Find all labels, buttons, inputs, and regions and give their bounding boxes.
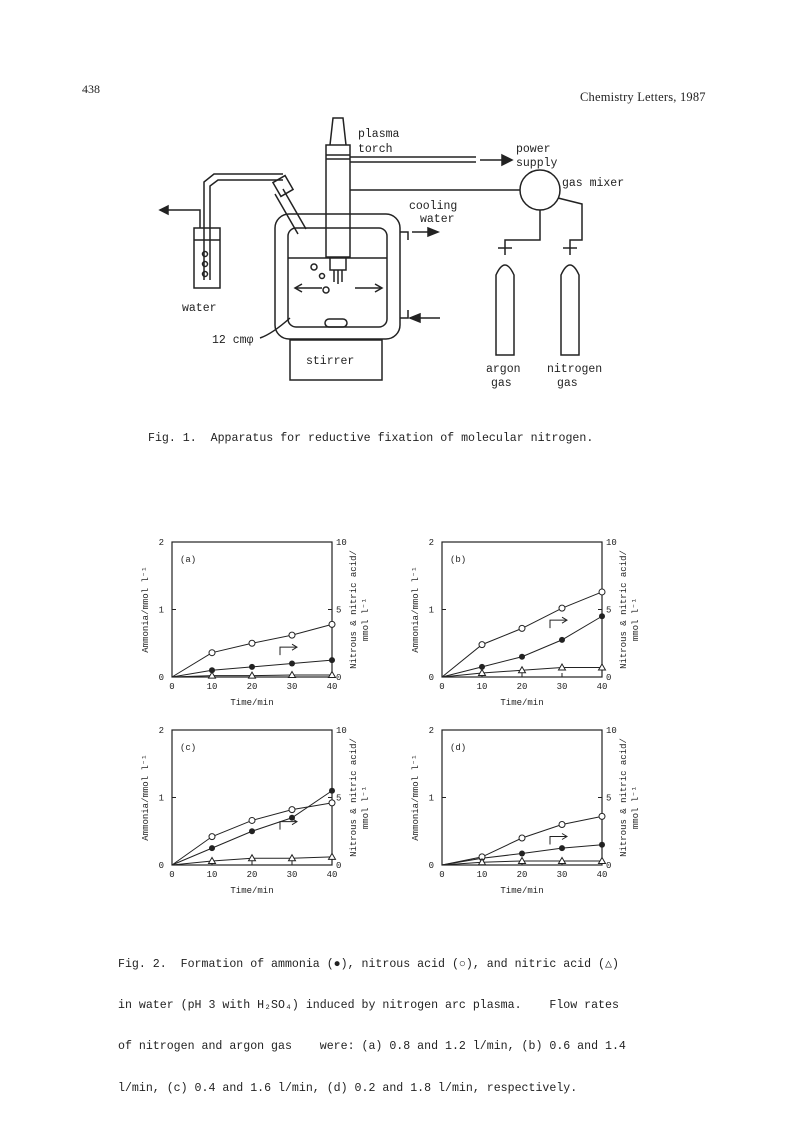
point-nitrous-acid <box>249 817 255 823</box>
label-plasma: plasma <box>358 128 400 141</box>
label-stirrer: stirrer <box>306 355 355 368</box>
x-tick-label: 40 <box>596 682 608 692</box>
x-tick-label: 30 <box>556 682 568 692</box>
fig1-caption: Fig. 1. Apparatus for reductive fixation of molecular nitrogen. <box>148 432 594 445</box>
fig2-caption-line-4: l/min, (c) 0.4 and 1.6 l/min, (d) 0.2 and 1.8 l/min, respectively. <box>118 1081 578 1095</box>
x-tick-label: 30 <box>286 682 298 692</box>
label-cooling-water: water <box>420 213 455 226</box>
gas-mixer <box>520 170 560 210</box>
point-ammonia <box>599 842 605 848</box>
y2-tick-label: 5 <box>606 605 612 616</box>
y2-tick-label: 10 <box>606 538 617 548</box>
label-argon: argon <box>486 363 521 376</box>
point-nitrous-acid <box>329 621 335 627</box>
axis-guide-arrow <box>280 822 296 830</box>
x-axis-label: Time/min <box>230 886 274 896</box>
label-cooling: cooling <box>409 200 458 213</box>
label-water: water <box>182 302 217 315</box>
panel-label: (b) <box>450 555 467 565</box>
point-nitrous-acid <box>559 822 565 828</box>
page-number: 438 <box>82 82 100 96</box>
point-ammonia <box>599 613 605 619</box>
y-tick-label: 2 <box>428 538 434 548</box>
y-tick-label: 0 <box>428 861 434 871</box>
y2-axis-label: Nitrous & nitric acid/ <box>349 550 359 669</box>
axis-guide-arrow <box>280 647 296 655</box>
y-tick-label: 2 <box>158 726 164 736</box>
y-tick-label: 1 <box>428 793 434 804</box>
nitrogen-cylinder <box>561 265 579 355</box>
y2-tick-label: 0 <box>606 861 612 871</box>
y2-tick-label: 0 <box>336 861 342 871</box>
point-nitric-acid <box>329 853 336 859</box>
x-tick-label: 0 <box>169 870 175 880</box>
point-nitric-acid <box>329 671 336 677</box>
torch-tip <box>330 118 346 145</box>
x-tick-label: 10 <box>206 682 218 692</box>
panel-label: (a) <box>180 555 197 565</box>
x-tick-label: 0 <box>169 682 175 692</box>
y2-axis-unit: mmol l⁻¹ <box>631 785 641 830</box>
x-tick-label: 20 <box>246 870 258 880</box>
journal-header: Chemistry Letters, 1987 <box>580 90 706 104</box>
point-nitrous-acid <box>209 834 215 840</box>
point-nitric-acid <box>289 671 296 677</box>
axis-guide-arrow <box>550 620 566 628</box>
point-nitric-acid <box>559 664 566 670</box>
x-tick-label: 40 <box>326 870 338 880</box>
point-nitrous-acid <box>209 650 215 656</box>
y2-tick-label: 10 <box>606 726 617 736</box>
label-diameter: 12 cmφ <box>212 334 254 347</box>
y-tick-label: 1 <box>428 605 434 616</box>
fig2-caption-line-3: of nitrogen and argon gas were: (a) 0.8 and 1.2 l/min, (b) 0.6 and 1.4 <box>118 1040 626 1054</box>
chart-panel-3 <box>141 726 371 896</box>
panel-label: (d) <box>450 743 467 753</box>
point-nitric-acid <box>599 664 606 670</box>
y-axis-label: Ammonia/mmol l⁻¹ <box>411 566 421 653</box>
y-tick-label: 2 <box>158 538 164 548</box>
point-nitrous-acid <box>249 640 255 646</box>
point-nitrous-acid <box>599 589 605 595</box>
fig2-charts <box>0 530 793 910</box>
wash-bottle <box>194 228 220 288</box>
x-tick-label: 10 <box>476 682 488 692</box>
panel-label: (c) <box>180 743 197 753</box>
x-axis-label: Time/min <box>500 698 544 708</box>
point-nitrous-acid <box>519 835 525 841</box>
point-ammonia <box>249 664 255 670</box>
point-nitrous-acid <box>479 642 485 648</box>
y-axis-label: Ammonia/mmol l⁻¹ <box>141 754 151 841</box>
x-tick-label: 30 <box>556 870 568 880</box>
argon-cylinder <box>496 265 514 355</box>
fig2-caption-line-2: in water (pH 3 with H₂SO₄) induced by nitrogen arc plasma. Flow rates <box>118 998 619 1012</box>
y2-axis-unit: mmol l⁻¹ <box>361 597 371 642</box>
y-axis-label: Ammonia/mmol l⁻¹ <box>141 566 151 653</box>
y2-axis-unit: mmol l⁻¹ <box>361 785 371 830</box>
torch-nozzle <box>330 257 346 270</box>
y2-axis-label: Nitrous & nitric acid/ <box>619 550 629 669</box>
y2-axis-unit: mmol l⁻¹ <box>631 597 641 642</box>
series-curve-open-circle <box>442 592 602 677</box>
x-tick-label: 10 <box>476 870 488 880</box>
x-axis-label: Time/min <box>500 886 544 896</box>
apparatus-diagram <box>0 0 793 430</box>
label-gas-mixer: gas mixer <box>562 177 625 190</box>
point-nitrous-acid <box>289 632 295 638</box>
x-tick-label: 10 <box>206 870 218 880</box>
point-ammonia <box>289 661 295 667</box>
x-axis-label: Time/min <box>230 698 274 708</box>
x-tick-label: 40 <box>326 682 338 692</box>
point-ammonia <box>519 851 525 857</box>
x-tick-label: 20 <box>516 870 528 880</box>
point-ammonia <box>249 828 255 834</box>
y-tick-label: 1 <box>158 793 164 804</box>
chart-panel-4 <box>411 726 641 896</box>
fig2-caption-line-1: Fig. 2. Formation of ammonia (●), nitrous acid (○), and nitric acid (△) <box>118 957 619 971</box>
label-nitrogen-gas: gas <box>557 377 578 390</box>
point-nitrous-acid <box>519 625 525 631</box>
y2-tick-label: 10 <box>336 726 347 736</box>
torch-body <box>326 145 350 257</box>
x-tick-label: 0 <box>439 682 445 692</box>
y2-axis-label: Nitrous & nitric acid/ <box>349 738 359 857</box>
y-tick-label: 0 <box>428 673 434 683</box>
y2-axis-label: Nitrous & nitric acid/ <box>619 738 629 857</box>
point-ammonia <box>209 845 215 851</box>
chart-panel-2 <box>411 538 641 708</box>
point-ammonia <box>519 654 525 660</box>
point-nitrous-acid <box>289 807 295 813</box>
y2-tick-label: 5 <box>606 793 612 804</box>
y2-tick-label: 0 <box>336 673 342 683</box>
point-ammonia <box>329 788 335 794</box>
x-tick-label: 20 <box>516 682 528 692</box>
label-power: power <box>516 143 551 156</box>
y2-tick-label: 10 <box>336 538 347 548</box>
label-nitrogen: nitrogen <box>547 363 603 376</box>
point-ammonia <box>559 637 565 643</box>
y-axis-label: Ammonia/mmol l⁻¹ <box>411 754 421 841</box>
x-tick-label: 20 <box>246 682 258 692</box>
x-tick-label: 30 <box>286 870 298 880</box>
point-ammonia <box>559 845 565 851</box>
fig2-caption <box>118 930 626 1109</box>
label-supply: supply <box>516 157 558 170</box>
point-nitrous-acid <box>599 813 605 819</box>
y-tick-label: 1 <box>158 605 164 616</box>
label-argon-gas: gas <box>491 377 512 390</box>
y-tick-label: 2 <box>428 726 434 736</box>
y2-tick-label: 5 <box>336 793 342 804</box>
point-nitrous-acid <box>329 800 335 806</box>
chart-panel-1 <box>141 538 371 708</box>
axis-guide-arrow <box>550 837 566 845</box>
y-tick-label: 0 <box>158 673 164 683</box>
y2-tick-label: 5 <box>336 605 342 616</box>
point-nitrous-acid <box>559 605 565 611</box>
x-tick-label: 0 <box>439 870 445 880</box>
y2-tick-label: 0 <box>606 673 612 683</box>
x-tick-label: 40 <box>596 870 608 880</box>
point-ammonia <box>329 657 335 663</box>
label-torch: torch <box>358 143 393 156</box>
y-tick-label: 0 <box>158 861 164 871</box>
